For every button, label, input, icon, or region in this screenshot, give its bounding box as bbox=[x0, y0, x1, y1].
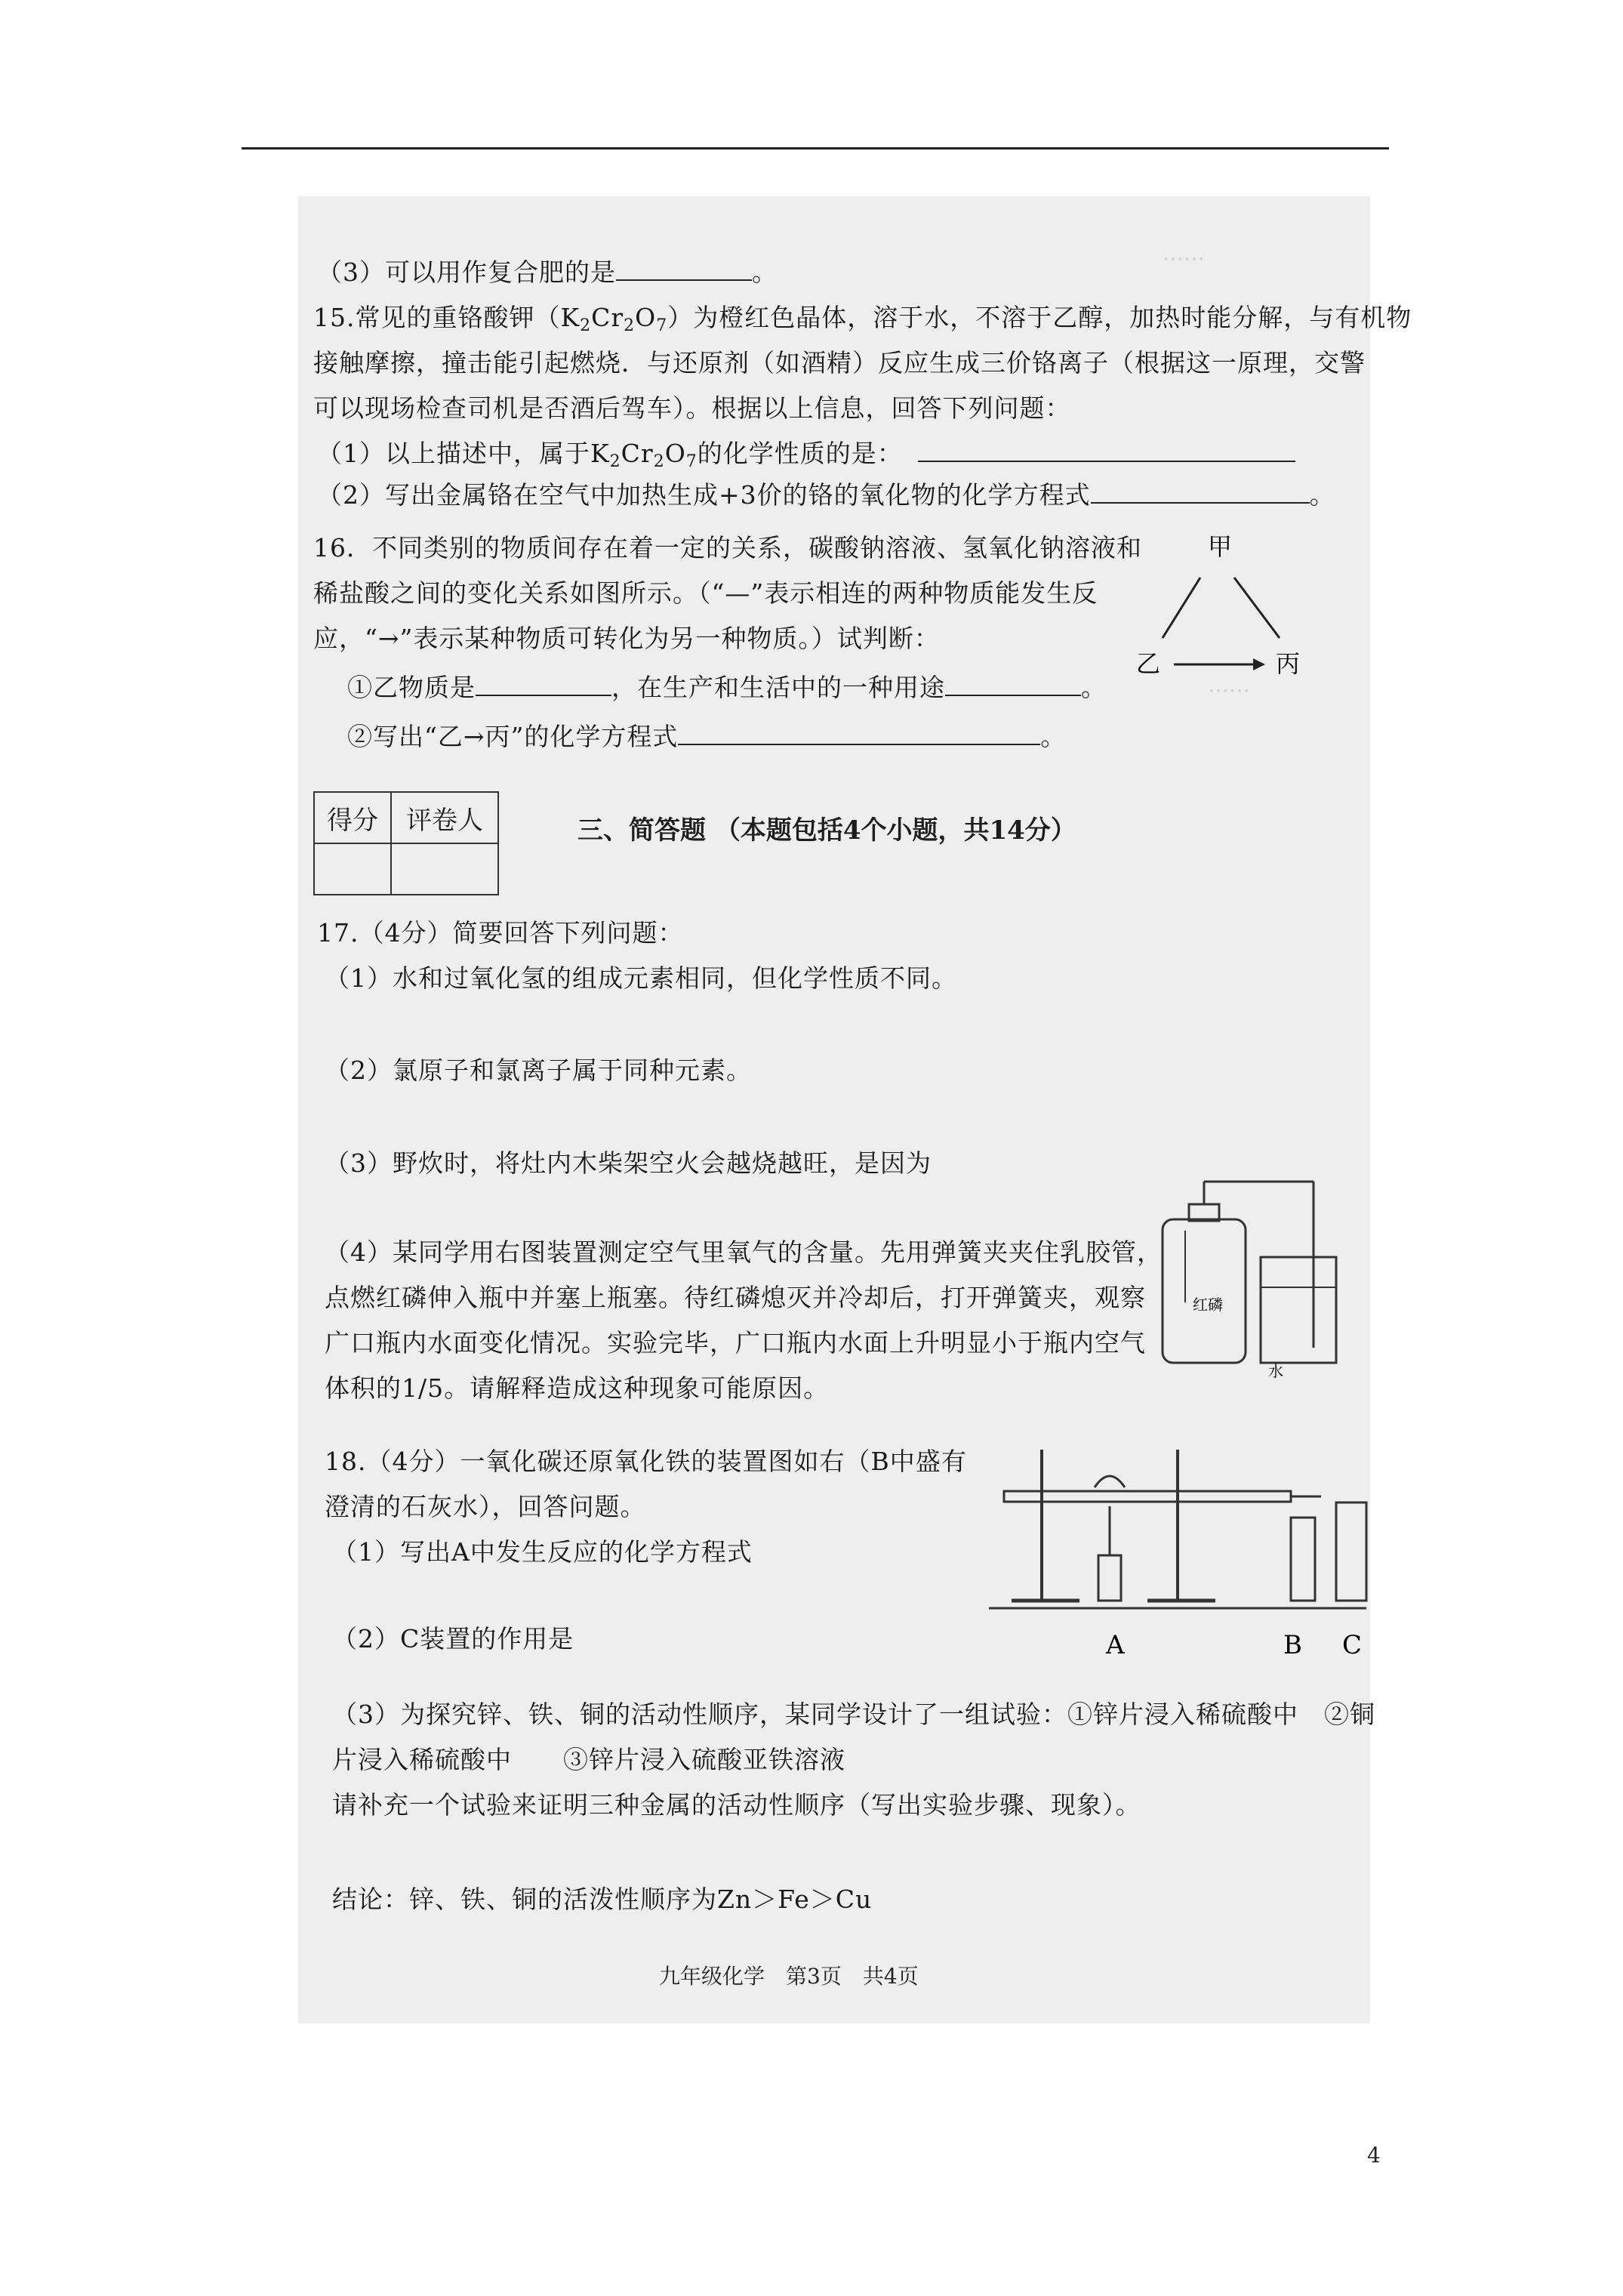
q17-sub-4-line-3: 广口瓶内水面变化情况。实验完毕，广口瓶内水面上升明显小于瓶内空气 bbox=[325, 1328, 1146, 1358]
section-title: 三、简答题 （本题包括4个小题，共14分） bbox=[577, 815, 1076, 846]
flask bbox=[1163, 1219, 1246, 1363]
q16-relation-diagram bbox=[1125, 529, 1321, 687]
q18-line-2: 澄清的石灰水），回答问题。 bbox=[325, 1492, 646, 1521]
combustion-tube bbox=[1004, 1491, 1291, 1502]
answer-blank[interactable] bbox=[616, 257, 752, 281]
q16-sub-2 bbox=[347, 717, 1066, 753]
q16-sub-1 bbox=[347, 668, 1107, 704]
q16-line-2: 稀盐酸之间的变化关系如图所示。（“—”表示相连的两种物质能发生反 bbox=[313, 578, 1098, 608]
bleed-through-text: …… bbox=[1163, 240, 1205, 265]
q17-sub-4-line-2: 点燃红磷伸入瓶中并塞上瓶塞。待红磷熄灭并冷却后，打开弹簧夹，观察 bbox=[325, 1283, 1146, 1312]
q16-line-1: 16．不同类别的物质间存在着一定的关系，碳酸钠溶液、氢氧化钠溶液和 bbox=[313, 533, 1142, 562]
subscript: 2 bbox=[580, 316, 592, 335]
test-tube-b bbox=[1291, 1518, 1315, 1601]
q14-3-line bbox=[317, 253, 778, 288]
q15-line-1 bbox=[313, 298, 1412, 335]
beaker bbox=[1261, 1257, 1336, 1363]
bottle-c bbox=[1336, 1502, 1366, 1601]
subscript: 2 bbox=[624, 316, 636, 335]
alcohol-lamp bbox=[1098, 1555, 1121, 1601]
diagram-jia: 甲 bbox=[1208, 532, 1233, 561]
q15-text: Cr bbox=[591, 303, 624, 332]
grader-cell[interactable] bbox=[391, 843, 498, 895]
top-rule bbox=[242, 147, 1389, 149]
page-number: 4 bbox=[1367, 2143, 1381, 2168]
q15-1-text: O bbox=[664, 439, 686, 468]
answer-blank[interactable] bbox=[476, 672, 611, 696]
q17-sub-2: （2）氯原子和氯离子属于同种元素。 bbox=[325, 1056, 752, 1085]
subscript: 2 bbox=[653, 452, 665, 471]
q17-sub-4-line-1: （4）某同学用右图装置测定空气里氧气的含量。先用弹簧夹夹住乳胶管， bbox=[325, 1237, 1163, 1267]
q15-sub-1 bbox=[317, 434, 1295, 471]
q17-sub-1: （1）水和过氧化氢的组成元素相同，但化学性质不同。 bbox=[325, 963, 957, 993]
answer-blank[interactable] bbox=[918, 438, 1295, 462]
q15-line-3: 可以现场检查司机是否酒后驾车）。根据以上信息，回答下列问题： bbox=[313, 393, 1071, 423]
q15-text: 15.常见的重铬酸钾（K bbox=[313, 303, 581, 332]
q16-1-end: 。 bbox=[1081, 673, 1107, 702]
label-a: A bbox=[1106, 1630, 1125, 1660]
q15-text: ）为橙红色晶体，溶于水，不溶于乙醇，加热时能分解，与有机物 bbox=[667, 303, 1412, 332]
subscript: 2 bbox=[609, 452, 621, 471]
oxygen-measurement-apparatus bbox=[1147, 1174, 1344, 1378]
subscript: 7 bbox=[685, 452, 698, 471]
diagram-yi: 乙 bbox=[1136, 649, 1161, 678]
label-water: 水 bbox=[1268, 1362, 1283, 1378]
q18-conclusion: 结论：锌、铁、铜的活泼性顺序为Zn＞Fe＞Cu bbox=[332, 1885, 873, 1914]
bleed-through-text: …… bbox=[1208, 672, 1250, 697]
label-c: C bbox=[1342, 1630, 1363, 1660]
q15-2-text: （2）写出金属铬在空气中加热生成+3价的铬的氧化物的化学方程式 bbox=[317, 480, 1091, 510]
subscript: 7 bbox=[656, 316, 668, 335]
diagram-bing: 丙 bbox=[1276, 649, 1301, 678]
q16-line-3: 应，“→”表示某种物质可转化为另一种物质。）试判断： bbox=[313, 624, 940, 653]
q15-text: O bbox=[635, 303, 657, 332]
q14-3-text: （3）可以用作复合肥的是 bbox=[317, 257, 616, 287]
label-b: B bbox=[1283, 1630, 1302, 1660]
q15-sub-2 bbox=[317, 476, 1335, 511]
q16-2-end: 。 bbox=[1040, 722, 1067, 751]
co-reduction-apparatus bbox=[981, 1435, 1374, 1661]
q17-sub-4-line-4: 体积的1/5。请解释造成这种现象可能原因。 bbox=[325, 1373, 830, 1403]
q18-line-1: 18.（4分）一氧化碳还原氧化铁的装置图如右（B中盛有 bbox=[325, 1447, 967, 1476]
q18-sub-1: （1）写出A中发生反应的化学方程式 bbox=[332, 1537, 753, 1567]
q15-2-end: 。 bbox=[1309, 480, 1335, 510]
answer-blank[interactable] bbox=[678, 721, 1040, 745]
relation-line bbox=[1234, 578, 1280, 638]
q15-1-text: 的化学性质的是： bbox=[697, 439, 903, 468]
answer-blank[interactable] bbox=[945, 672, 1081, 696]
score-cell[interactable] bbox=[314, 843, 391, 895]
page-footer: 九年级化学 第3页 共4页 bbox=[659, 1964, 919, 1989]
q18-sub-3-line-2: 片浸入稀硫酸中 ③锌片浸入硫酸亚铁溶液 bbox=[332, 1745, 845, 1774]
score-header: 得分 bbox=[314, 792, 391, 843]
q15-1-text: Cr bbox=[621, 439, 654, 468]
label-red-phosphorus: 红磷 bbox=[1193, 1296, 1223, 1314]
grader-header: 评卷人 bbox=[391, 792, 498, 843]
q14-3-end: 。 bbox=[752, 257, 778, 287]
q18-sub-3-line-1: （3）为探究锌、铁、铜的活动性顺序，某同学设计了一组试验：①锌片浸入稀硫酸中 ②铜 bbox=[332, 1700, 1375, 1729]
q15-line-2: 接触摩擦，撞击能引起燃烧．与还原剂（如酒精）反应生成三价铬离子（根据这一原理，交警 bbox=[313, 348, 1366, 378]
answer-blank[interactable] bbox=[1091, 479, 1310, 504]
q18-sub-2: （2）C装置的作用是 bbox=[332, 1624, 574, 1653]
q15-1-text: （1）以上描述中，属于K bbox=[317, 439, 610, 468]
q17-head: 17.（4分）简要回答下列问题： bbox=[317, 918, 684, 948]
q16-1-text: ①乙物质是 bbox=[347, 673, 476, 702]
arrow-head bbox=[1253, 658, 1265, 670]
q18-sub-3-line-3: 请补充一个试验来证明三种金属的活动性顺序（写出实验步骤、现象）。 bbox=[332, 1790, 1141, 1820]
flame-cover bbox=[1095, 1476, 1125, 1487]
score-table bbox=[313, 791, 499, 895]
q16-1-text: ，在生产和生活中的一种用途 bbox=[611, 673, 945, 702]
relation-line bbox=[1163, 578, 1200, 638]
q16-2-text: ②写出“乙→丙”的化学方程式 bbox=[347, 722, 679, 751]
q17-sub-3: （3）野炊时，将灶内木柴架空火会越烧越旺，是因为 bbox=[325, 1148, 932, 1178]
